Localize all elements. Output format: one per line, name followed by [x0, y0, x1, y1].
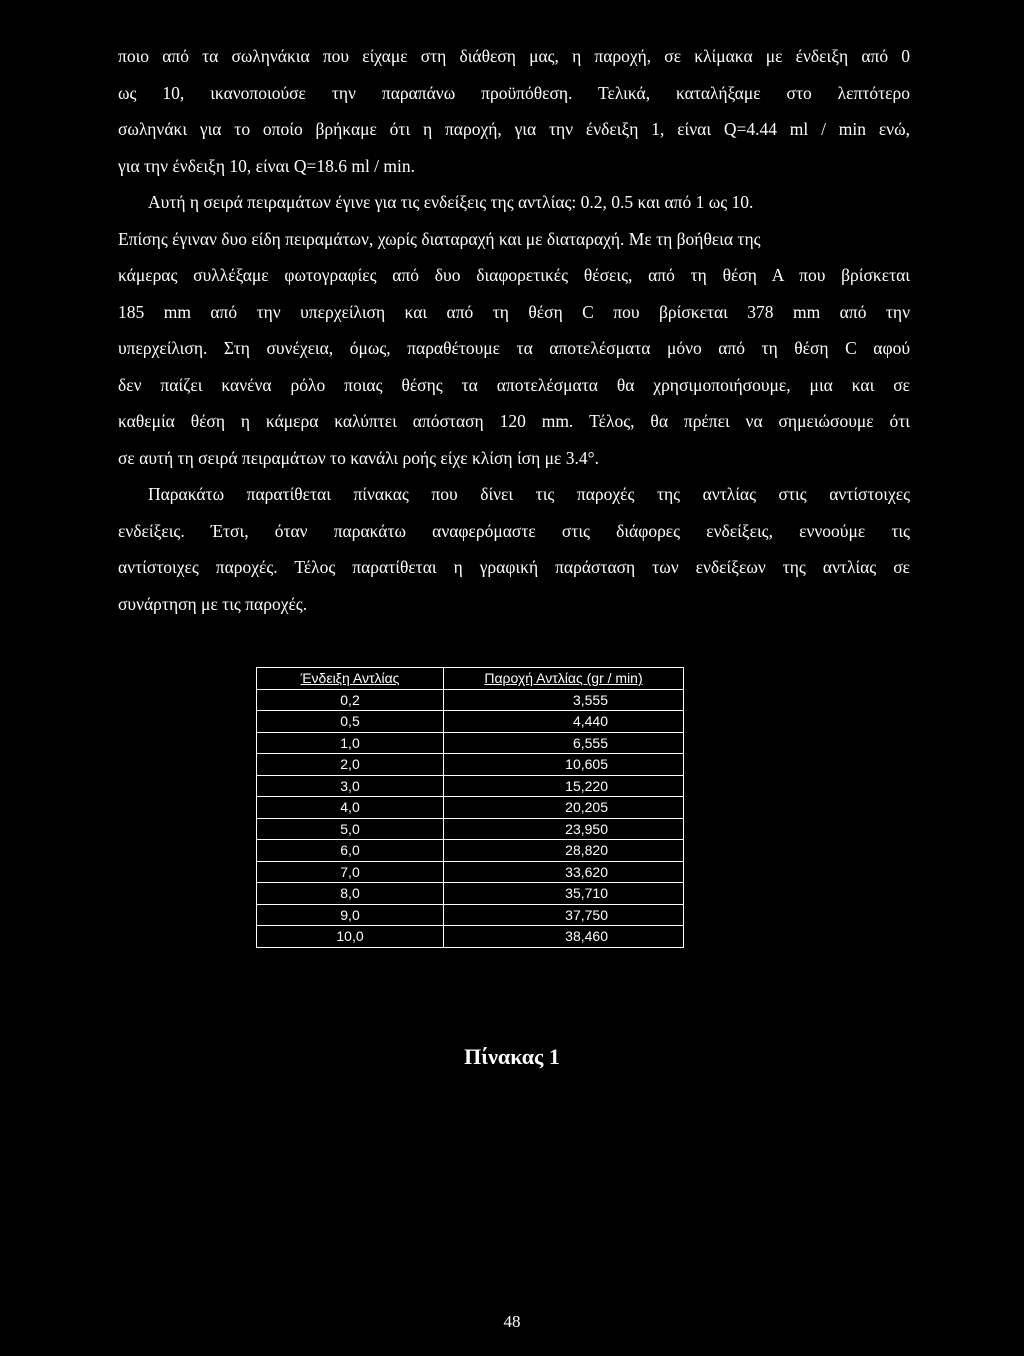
table-cell: 23,950: [444, 818, 684, 840]
text-line: ως 10, ικανοποιούσε την παραπάνω προϋπόθεση. Τελικά, καταλήξαμε στο λεπτότερο: [118, 82, 910, 103]
table-cell: 15,220: [444, 775, 684, 797]
table-row: [257, 754, 684, 776]
table-row: [257, 797, 684, 819]
text-line: δεν παίζει κανένα ρόλο ποιας θέσης τα αποτελέσματα θα χρησιμοποιήσουμε, μια και σε: [118, 374, 910, 395]
text-line: 185 mm από την υπερχείλιση και από τη θέση C που βρίσκεται 378 mm από την: [118, 301, 910, 322]
table-cell: 35,710: [444, 883, 684, 905]
data-table: [256, 667, 684, 948]
table-caption: Πίνακας 1: [464, 1044, 560, 1069]
table-cell: 5,0: [257, 818, 444, 840]
table-cell: 6,0: [257, 840, 444, 862]
table-row: [257, 689, 684, 711]
table-row: [257, 904, 684, 926]
text-line: αντίστοιχες παροχές. Τέλος παρατίθεται η γραφική παράσταση των ενδείξεων της αντλίας σε: [118, 557, 910, 577]
table-cell: 0,5: [257, 711, 444, 733]
text-line: κάμερας συλλέξαμε φωτογραφίες από δυο διαφορετικές θέσεις, από τη θέση Α που βρίσκεται: [118, 265, 910, 285]
table-cell: 33,620: [444, 861, 684, 883]
table-cell: 3,0: [257, 775, 444, 797]
text-line: Αυτή η σειρά πειραμάτων έγινε για τις ενδείξεις της αντλίας: 0.2, 0.5 και από 1 ως 10.: [148, 192, 754, 212]
text-line: Επίσης έγιναν δυο είδη πειραμάτων, χωρίς διαταραχή και με διαταραχή. Με τη βοήθεια της: [118, 228, 761, 249]
table-row: [257, 840, 684, 862]
table-cell: 3,555: [444, 689, 684, 711]
table-cell: 28,820: [444, 840, 684, 862]
column-header: [257, 668, 444, 690]
table-cell: 10,0: [257, 926, 444, 948]
table-row: [257, 711, 684, 733]
table-cell: 6,555: [444, 732, 684, 754]
column-header-label: Παροχή Αντλίας (gr / min): [484, 670, 643, 687]
text-line: υπερχείλιση. Στη συνέχεια, όμως, παραθέτουμε τα αποτελέσματα μόνο από τη θέση C αφού: [118, 338, 910, 358]
text-line: καθεμία θέση η κάμερα καλύπτει απόσταση 120 mm. Τέλος, θα πρέπει να σημειώσουμε ότι: [118, 411, 910, 431]
table-cell: 0,2: [257, 689, 444, 711]
table-cell: 37,750: [444, 904, 684, 926]
text-line: ενδείξεις. Έτσι, όταν παρακάτω αναφερόμαστε στις διάφορες ενδείξεις, εννοούμε τις: [118, 520, 910, 541]
table-cell: 2,0: [257, 754, 444, 776]
table-cell: 4,440: [444, 711, 684, 733]
page-number: 48: [503, 1312, 521, 1331]
text-line: ποιο από τα σωληνάκια που είχαμε στη διάθεση μας, η παροχή, σε κλίμακα με ένδειξη από 0: [118, 46, 910, 66]
table-header-row: [257, 668, 684, 690]
text-line: σωληνάκι για το οποίο βρήκαμε ότι η παροχή, για την ένδειξη 1, είναι Q=4.44 ml / min ενώ,: [118, 119, 910, 139]
table-row: [257, 732, 684, 754]
table-row: [257, 926, 684, 948]
table-cell: 9,0: [257, 904, 444, 926]
table-row: [257, 861, 684, 883]
text-line: για την ένδειξη 10, είναι Q=18.6 ml / min.: [118, 155, 416, 176]
table-cell: 7,0: [257, 861, 444, 883]
column-header: [444, 668, 684, 690]
table-cell: 8,0: [257, 883, 444, 905]
table-row: [257, 818, 684, 840]
table-cell: 10,605: [444, 754, 684, 776]
table-cell: 4,0: [257, 797, 444, 819]
table-row: [257, 883, 684, 905]
text-line: σε αυτή τη σειρά πειραμάτων το κανάλι ροής είχε κλίση ίση με 3.4°.: [118, 447, 599, 468]
table-cell: 20,205: [444, 797, 684, 819]
table-cell: 38,460: [444, 926, 684, 948]
table-row: [257, 775, 684, 797]
document-body: [118, 38, 910, 622]
column-header-label: Ένδειξη Αντλίας: [300, 670, 400, 687]
text-line: Παρακάτω παρατίθεται πίνακας που δίνει τις παροχές της αντλίας στις αντίστοιχες: [148, 484, 910, 504]
text-line: συνάρτηση με τις παροχές.: [118, 593, 308, 614]
pump-flow-table: [256, 667, 684, 948]
table-cell: 1,0: [257, 732, 444, 754]
